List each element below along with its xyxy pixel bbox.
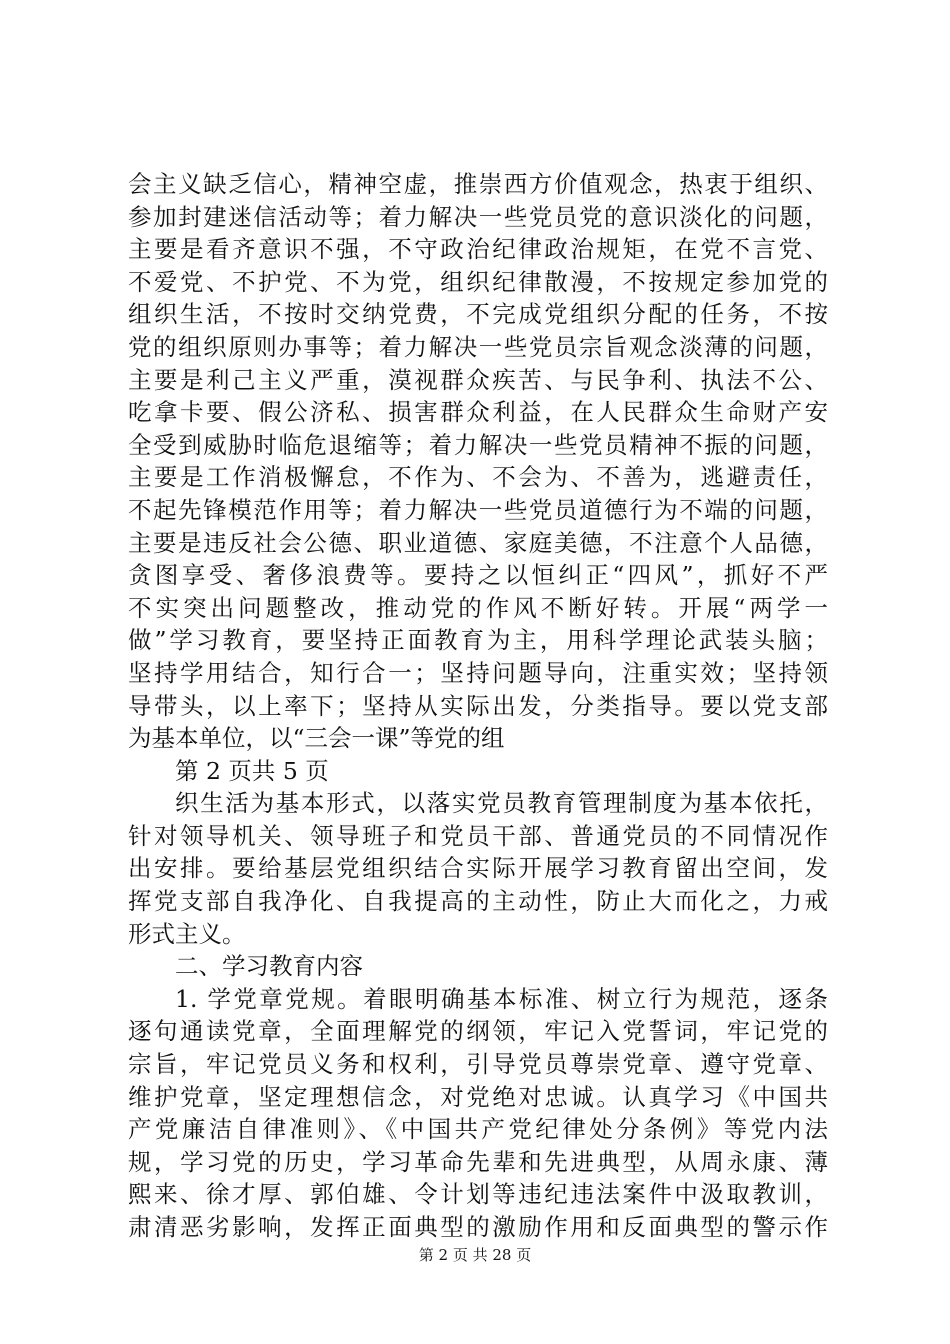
page-footer: 第 2 页 共 28 页 xyxy=(418,1246,532,1264)
body-line: 主要是违反社会公德、职业道德、家庭美德，不注意个人品德， xyxy=(128,528,828,557)
body-line: 出安排。要给基层党组织结合实际开展学习教育留出空间，发 xyxy=(128,854,828,883)
body-line: 1. 学党章党规。着眼明确基本标准、树立行为规范，逐条 xyxy=(175,984,828,1013)
section-heading: 二、学习教育内容 xyxy=(175,952,363,981)
body-line: 导带头，以上率下；坚持从实际出发，分类指导。要以党支部 xyxy=(128,691,828,720)
body-line: 为基本单位，以“三会一课”等党的组 xyxy=(128,724,505,753)
body-line: 熙来、徐才厚、郭伯雄、令计划等违纪违法案件中汲取教训， xyxy=(128,1180,828,1209)
body-line: 贪图享受、奢侈浪费等。要持之以恒纠正“四风”，抓好不严 xyxy=(128,561,828,590)
body-line: 不起先锋模范作用等；着力解决一些党员道德行为不端的问题， xyxy=(128,495,828,524)
inline-page-number: 第 2 页共 5 页 xyxy=(175,756,329,785)
body-line: 宗旨，牢记党员义务和权利，引导党员尊崇党章、遵守党章、 xyxy=(128,1050,828,1079)
body-line: 党的组织原则办事等；着力解决一些党员宗旨观念淡薄的问题， xyxy=(128,332,828,361)
body-line: 规，学习党的历史，学习革命先辈和先进典型，从周永康、薄 xyxy=(128,1147,828,1176)
body-line: 做”学习教育，要坚持正面教育为主，用科学理论武装头脑； xyxy=(128,626,828,655)
body-line: 肃清恶劣影响，发挥正面典型的激励作用和反面典型的警示作 xyxy=(128,1213,828,1241)
body-line: 挥党支部自我净化、自我提高的主动性，防止大而化之，力戒 xyxy=(128,887,828,916)
body-line: 不爱党、不护党、不为党，组织纪律散漫，不按规定参加党的 xyxy=(128,267,828,296)
body-line: 维护党章，坚定理想信念，对党绝对忠诚。认真学习《中国共 xyxy=(128,1082,828,1111)
body-line: 逐句通读党章，全面理解党的纲领，牢记入党誓词，牢记党的 xyxy=(128,1017,828,1046)
body-line: 主要是工作消极懈怠，不作为、不会为、不善为，逃避责任， xyxy=(128,463,828,492)
body-line: 针对领导机关、领导班子和党员干部、普通党员的不同情况作 xyxy=(128,821,828,850)
body-line: 不实突出问题整改，推动党的作风不断好转。开展“两学一 xyxy=(128,593,828,622)
document-body xyxy=(128,168,828,1244)
body-line: 形式主义。 xyxy=(128,919,246,948)
body-line: 产党廉洁自律准则》、《中国共产党纪律处分条例》等党内法 xyxy=(128,1115,828,1144)
body-line: 主要是看齐意识不强，不守政治纪律政治规矩，在党不言党、 xyxy=(128,235,828,264)
body-line: 织生活为基本形式，以落实党员教育管理制度为基本依托， xyxy=(175,789,828,818)
body-line: 组织生活，不按时交纳党费，不完成党组织分配的任务，不按 xyxy=(128,300,828,329)
body-line: 坚持学用结合，知行合一；坚持问题导向，注重实效；坚持领 xyxy=(128,658,828,687)
body-line: 参加封建迷信活动等；着力解决一些党员党的意识淡化的问题， xyxy=(128,202,828,231)
body-line: 会主义缺乏信心，精神空虚，推崇西方价值观念，热衷于组织、 xyxy=(128,170,828,198)
body-line: 全受到威胁时临危退缩等；着力解决一些党员精神不振的问题， xyxy=(128,430,828,459)
body-line: 主要是利己主义严重，漠视群众疾苦、与民争利、执法不公、 xyxy=(128,365,828,394)
body-line: 吃拿卡要、假公济私、损害群众利益，在人民群众生命财产安 xyxy=(128,398,828,427)
